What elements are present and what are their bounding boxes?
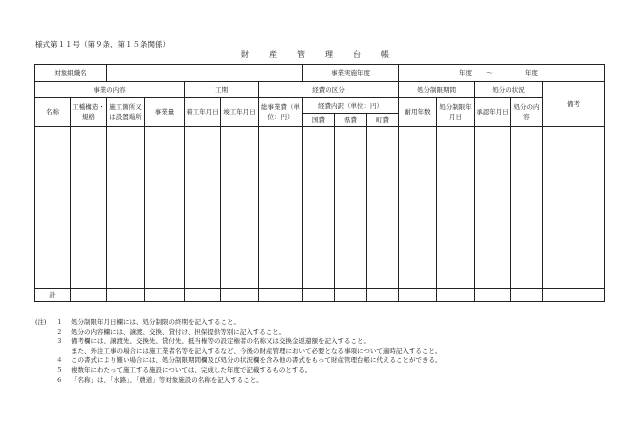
col-prefectural-cost: 県費 xyxy=(335,114,367,127)
col-useful-life: 耐用年数 xyxy=(399,98,437,127)
total-cell[interactable] xyxy=(185,289,221,302)
notes-section xyxy=(35,318,442,385)
note-text: 処分制限年月日欄には、処分制限の終期を記入すること。 xyxy=(71,318,240,326)
notes-label: (注) xyxy=(35,318,47,326)
total-cell[interactable] xyxy=(437,289,475,302)
note-text: この書式により難い場合には、処分制限期間欄及び処分の状況欄を含み他の書式をもって財産管理台帳に代えることができる。 xyxy=(71,356,442,365)
total-cell[interactable] xyxy=(107,289,145,302)
col-disposal-limit-date: 処分制限年月日 xyxy=(437,98,475,127)
note-item-5 xyxy=(35,366,442,376)
group-disposal-limit: 処分制限期間 xyxy=(399,82,475,98)
body-cell[interactable] xyxy=(303,127,335,289)
note-text: 処分の内容欄には、譲渡、交換、貸付け、担保提供等別に記入すること。 xyxy=(71,327,286,336)
total-cell[interactable] xyxy=(367,289,399,302)
col-disposal-content: 処分の内容 xyxy=(511,98,543,127)
note-number: ４ xyxy=(56,356,63,365)
total-label: 計 xyxy=(35,289,71,302)
col-remarks: 備考 xyxy=(543,82,605,127)
total-cell[interactable] xyxy=(221,289,259,302)
total-cell[interactable] xyxy=(259,289,303,302)
body-cell[interactable] xyxy=(475,127,511,289)
note-number: ２ xyxy=(56,327,63,336)
note-item-1 xyxy=(35,318,442,328)
group-cost-category: 経費の区分 xyxy=(259,82,399,98)
col-name: 名称 xyxy=(35,98,71,127)
page-title: 財産管理台帳 xyxy=(241,50,409,59)
body-cell[interactable] xyxy=(399,127,437,289)
target-org-value[interactable] xyxy=(107,65,303,82)
col-municipal-cost: 町費 xyxy=(367,114,399,127)
col-start-date: 着工年月日 xyxy=(185,98,221,127)
project-year-label: 事業実施年度 xyxy=(303,65,399,82)
body-cell[interactable] xyxy=(107,127,145,289)
total-cell[interactable] xyxy=(71,289,107,302)
col-location: 施工箇所又は設置場所 xyxy=(107,98,145,127)
note-number: ５ xyxy=(56,365,63,374)
target-org-label: 対象組織名 xyxy=(35,65,107,82)
form-number: 様式第１１号（第９条、第１５条関係） xyxy=(35,40,170,49)
body-cell[interactable] xyxy=(437,127,475,289)
total-cell[interactable] xyxy=(511,289,543,302)
body-cell[interactable] xyxy=(35,127,71,289)
body-cell[interactable] xyxy=(259,127,303,289)
note-number: ６ xyxy=(56,375,63,384)
body-cell[interactable] xyxy=(221,127,259,289)
total-cell[interactable] xyxy=(145,289,185,302)
note-number: １ xyxy=(56,318,63,326)
col-end-date: 竣工年月日 xyxy=(221,98,259,127)
note-item-2 xyxy=(35,328,442,338)
year-from: 年度 xyxy=(459,69,473,77)
note-item-6 xyxy=(35,376,442,386)
body-cell[interactable] xyxy=(185,127,221,289)
total-cell[interactable] xyxy=(543,289,605,302)
year-to: 年度 xyxy=(524,69,538,77)
total-cell[interactable] xyxy=(303,289,335,302)
cost-breakdown-label: 経費内訳（単位：円） xyxy=(303,98,399,114)
note-text: 備考欄には、譲渡先、交換先、貸付先、抵当権等の設定権者の名称又は交換金返還額を記入すること。 xyxy=(71,337,370,346)
col-type-structure: 工種構造・規格 xyxy=(71,98,107,127)
col-quantity: 事業量 xyxy=(145,98,185,127)
group-construction-period: 工期 xyxy=(185,82,259,98)
total-cell[interactable] xyxy=(399,289,437,302)
note-text: 複数年にわたって施工する施設については、完成した年度で記載するものとする。 xyxy=(71,365,312,374)
note-number: ３ xyxy=(56,337,63,346)
year-tilde: ～ xyxy=(486,69,493,77)
project-year-range[interactable] xyxy=(399,65,605,82)
body-cell[interactable] xyxy=(71,127,107,289)
body-cell[interactable] xyxy=(367,127,399,289)
col-national-cost: 国費 xyxy=(303,114,335,127)
group-disposal-status: 処分の状況 xyxy=(475,82,543,98)
body-cell[interactable] xyxy=(511,127,543,289)
group-project-content: 事業の内容 xyxy=(35,82,185,98)
body-cell[interactable] xyxy=(543,127,605,289)
note-item-4 xyxy=(35,356,442,366)
note-text: 「名称」は、「水路」、「農道」等対象施設の名称を記入すること。 xyxy=(71,375,263,384)
note-item-3 xyxy=(35,337,442,347)
note-item-3-continuation: また、外注工事の場合には施工業者名等を記入するなど、今後の財産管理において必要となる事項について適時記入すること。 xyxy=(71,346,442,355)
total-cell[interactable] xyxy=(335,289,367,302)
total-row xyxy=(35,289,605,302)
table-body-row xyxy=(35,127,605,289)
col-approval-date: 承認年月日 xyxy=(475,98,511,127)
total-cell[interactable] xyxy=(475,289,511,302)
property-ledger-table xyxy=(34,64,605,302)
body-cell[interactable] xyxy=(335,127,367,289)
col-total-cost: 総事業費（単位：円） xyxy=(259,98,303,127)
body-cell[interactable] xyxy=(145,127,185,289)
